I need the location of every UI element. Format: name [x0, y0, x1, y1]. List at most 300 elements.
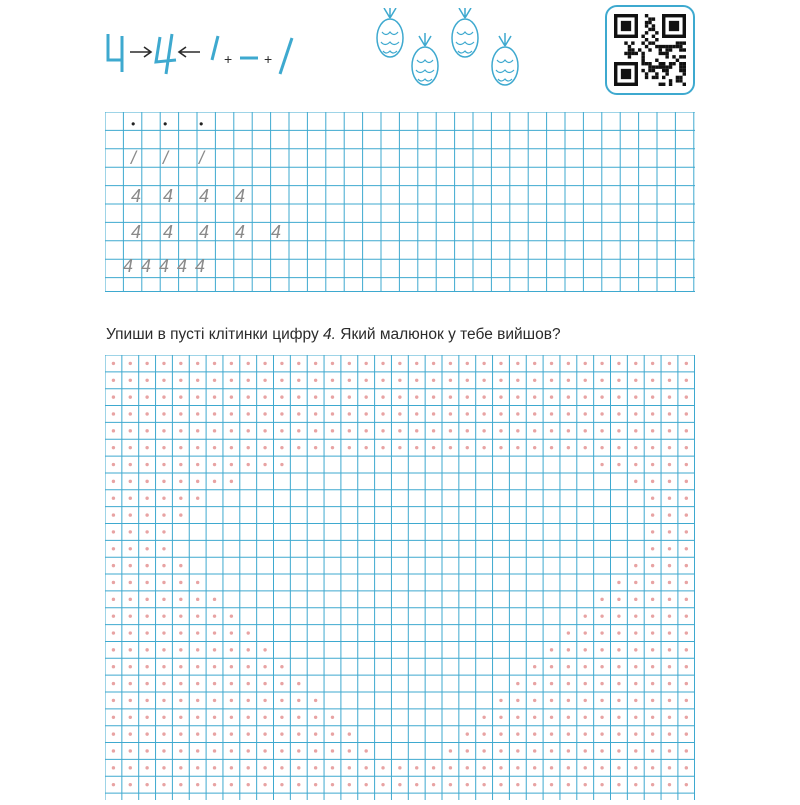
grid-dot — [129, 379, 132, 382]
grid-dot — [584, 699, 587, 702]
grid-dot — [567, 412, 570, 415]
qr-code-icon — [605, 5, 695, 95]
grid-dot — [584, 614, 587, 617]
grid-dot — [668, 598, 671, 601]
grid-dot — [600, 699, 603, 702]
grid-dot — [196, 446, 199, 449]
grid-dot — [129, 412, 132, 415]
grid-dot — [314, 749, 317, 752]
grid-dot — [651, 480, 654, 483]
grid-dot — [668, 581, 671, 584]
grid-dot — [213, 648, 216, 651]
grid-dot — [179, 783, 182, 786]
grid-dot — [112, 379, 115, 382]
grid-dot — [129, 766, 132, 769]
grid-dot — [415, 379, 418, 382]
grid-dot — [533, 716, 536, 719]
grid-dot — [112, 395, 115, 398]
practice-glyph: • — [131, 117, 136, 131]
grid-dot — [466, 749, 469, 752]
grid-dot — [600, 682, 603, 685]
grid-dot — [634, 379, 637, 382]
grid-dot — [685, 783, 688, 786]
grid-dot — [584, 783, 587, 786]
puzzle-grid[interactable] — [105, 355, 695, 800]
grid-dot — [651, 631, 654, 634]
grid-dot — [230, 665, 233, 668]
grid-dot — [466, 362, 469, 365]
grid-dot — [280, 749, 283, 752]
plus-sign-2: + — [264, 51, 273, 67]
pineapple-icon — [452, 8, 478, 57]
grid-dot — [162, 463, 165, 466]
grid-dot — [145, 716, 148, 719]
grid-dot — [499, 732, 502, 735]
grid-dot — [230, 395, 233, 398]
grid-dot — [129, 581, 132, 584]
grid-dot — [600, 598, 603, 601]
grid-dot — [584, 716, 587, 719]
grid-dot — [331, 766, 334, 769]
grid-dot — [145, 497, 148, 500]
grid-dot — [567, 716, 570, 719]
grid-dot — [617, 412, 620, 415]
grid-dot — [112, 631, 115, 634]
grid-dot — [179, 429, 182, 432]
grid-dot — [129, 614, 132, 617]
arrow-left-icon — [179, 47, 200, 57]
grid-dot — [112, 732, 115, 735]
grid-dot — [600, 412, 603, 415]
grid-dot — [617, 429, 620, 432]
grid-dot — [364, 395, 367, 398]
grid-dot — [600, 631, 603, 634]
grid-dot — [196, 749, 199, 752]
grid-dot — [634, 446, 637, 449]
grid-dot — [651, 429, 654, 432]
grid-dot — [348, 412, 351, 415]
grid-dot — [196, 614, 199, 617]
grid-dot — [600, 614, 603, 617]
grid-dot — [634, 665, 637, 668]
grid-dot — [162, 614, 165, 617]
grid-dot — [668, 665, 671, 668]
grid-dot — [230, 732, 233, 735]
grid-dot — [567, 362, 570, 365]
grid-dot — [584, 412, 587, 415]
grid-dot — [499, 446, 502, 449]
grid-dot — [247, 732, 250, 735]
grid-dot — [179, 395, 182, 398]
grid-dot — [348, 783, 351, 786]
grid-dot — [533, 412, 536, 415]
grid-dot — [668, 480, 671, 483]
grid-dot — [129, 547, 132, 550]
grid-dot — [651, 732, 654, 735]
grid-dot — [482, 716, 485, 719]
grid-dot — [516, 749, 519, 752]
grid-dot — [651, 530, 654, 533]
grid-dot — [280, 429, 283, 432]
grid-dot — [567, 395, 570, 398]
grid-dot — [499, 362, 502, 365]
grid-dot — [280, 716, 283, 719]
grid-dot — [482, 429, 485, 432]
grid-dot — [651, 648, 654, 651]
grid-dot — [314, 412, 317, 415]
grid-dot — [112, 581, 115, 584]
grid-dot — [668, 749, 671, 752]
grid-dot — [297, 749, 300, 752]
practice-glyph: 4 — [131, 186, 142, 206]
grid-dot — [230, 480, 233, 483]
practice-glyph: 4 — [177, 256, 188, 276]
grid-dot — [381, 429, 384, 432]
grid-dot — [213, 480, 216, 483]
grid-dot — [280, 362, 283, 365]
grid-dot — [162, 446, 165, 449]
grid-dot — [415, 429, 418, 432]
grid-dot — [230, 783, 233, 786]
grid-dot — [179, 581, 182, 584]
grid-dot — [533, 429, 536, 432]
grid-dot — [213, 412, 216, 415]
grid-dot — [348, 395, 351, 398]
grid-dot — [263, 446, 266, 449]
grid-dot — [466, 412, 469, 415]
grid-dot — [449, 783, 452, 786]
grid-dot — [617, 395, 620, 398]
grid-dot — [432, 362, 435, 365]
grid-dot — [584, 379, 587, 382]
grid-dot — [685, 631, 688, 634]
grid-dot — [263, 749, 266, 752]
grid-dot — [466, 732, 469, 735]
grid-dot — [516, 429, 519, 432]
grid-dot — [314, 429, 317, 432]
grid-dot — [617, 699, 620, 702]
grid-dot — [415, 783, 418, 786]
grid-dot — [381, 446, 384, 449]
practice-glyph: 4 — [123, 256, 134, 276]
grid-dot — [567, 732, 570, 735]
grid-dot — [145, 732, 148, 735]
grid-dot — [230, 429, 233, 432]
grid-dot — [331, 732, 334, 735]
grid-dot — [482, 749, 485, 752]
arrow-right-icon — [130, 47, 151, 57]
grid-dot — [162, 682, 165, 685]
grid-dot — [398, 395, 401, 398]
grid-dot — [617, 463, 620, 466]
grid-dot — [247, 463, 250, 466]
grid-dot — [297, 732, 300, 735]
grid-dot — [348, 732, 351, 735]
grid-dot — [634, 682, 637, 685]
grid-dot — [651, 362, 654, 365]
grid-dot — [314, 766, 317, 769]
grid-dot — [651, 716, 654, 719]
grid-dot — [112, 429, 115, 432]
grid-dot — [364, 362, 367, 365]
grid-dot — [668, 395, 671, 398]
grid-dot — [634, 631, 637, 634]
grid-dot — [314, 379, 317, 382]
grid-dot — [685, 699, 688, 702]
grid-dot — [533, 446, 536, 449]
grid-dot — [432, 446, 435, 449]
grid-dot — [263, 395, 266, 398]
grid-dot — [230, 682, 233, 685]
grid-dot — [297, 429, 300, 432]
grid-dot — [364, 379, 367, 382]
grid-dot — [213, 682, 216, 685]
grid-dot — [466, 766, 469, 769]
grid-dot — [381, 412, 384, 415]
grid-dot — [179, 379, 182, 382]
grid-dot — [247, 429, 250, 432]
grid-dot — [685, 412, 688, 415]
pineapple-icon — [412, 33, 438, 85]
grid-dot — [230, 766, 233, 769]
grid-dot — [162, 395, 165, 398]
grid-dot — [651, 682, 654, 685]
grid-dot — [213, 429, 216, 432]
grid-dot — [280, 446, 283, 449]
grid-dot — [634, 564, 637, 567]
grid-dot — [634, 463, 637, 466]
grid-dot — [145, 581, 148, 584]
instruction-text-before: Упиши в пусті клітинки цифру — [106, 326, 324, 343]
grid-dot — [651, 598, 654, 601]
grid-dot — [533, 682, 536, 685]
grid-dot — [162, 513, 165, 516]
grid-dot — [550, 732, 553, 735]
grid-dot — [179, 648, 182, 651]
grid-dot — [567, 783, 570, 786]
grid-dot — [145, 783, 148, 786]
grid-dot — [499, 429, 502, 432]
practice-glyph: 4 — [199, 222, 210, 242]
grid-dot — [145, 749, 148, 752]
grid-dot — [230, 699, 233, 702]
grid-dot — [280, 766, 283, 769]
grid-dot — [145, 598, 148, 601]
grid-dot — [634, 766, 637, 769]
grid-dot — [584, 682, 587, 685]
grid-dot — [482, 412, 485, 415]
practice-glyph: / — [131, 148, 137, 168]
grid-dot — [550, 682, 553, 685]
grid-dot — [314, 446, 317, 449]
grid-dot — [685, 598, 688, 601]
grid-dot — [314, 362, 317, 365]
grid-dot — [634, 480, 637, 483]
grid-dot — [129, 463, 132, 466]
grid-dot — [196, 379, 199, 382]
grid-dot — [668, 783, 671, 786]
grid-dot — [179, 699, 182, 702]
grid-dot — [179, 362, 182, 365]
grid-dot — [668, 631, 671, 634]
grid-dot — [381, 362, 384, 365]
grid-dot — [162, 412, 165, 415]
grid-dot — [196, 766, 199, 769]
grid-dot — [247, 631, 250, 634]
grid-dot — [499, 766, 502, 769]
practice-glyph: / — [199, 148, 205, 168]
grid-dot — [112, 716, 115, 719]
grid-dot — [314, 732, 317, 735]
grid-dot — [449, 749, 452, 752]
grid-dot — [331, 362, 334, 365]
grid-dot — [364, 412, 367, 415]
grid-dot — [263, 429, 266, 432]
grid-dot — [280, 732, 283, 735]
grid-dot — [685, 429, 688, 432]
grid-dot — [213, 749, 216, 752]
grid-dot — [600, 749, 603, 752]
grid-dot — [112, 497, 115, 500]
grid-dot — [381, 395, 384, 398]
grid-dot — [466, 429, 469, 432]
grid-dot — [196, 480, 199, 483]
grid-dot — [668, 429, 671, 432]
grid-dot — [129, 682, 132, 685]
grid-dot — [550, 412, 553, 415]
grid-dot — [129, 749, 132, 752]
grid-dot — [162, 547, 165, 550]
grid-dot — [213, 362, 216, 365]
grid-dot — [145, 682, 148, 685]
grid-dot — [432, 766, 435, 769]
practice-glyph: 4 — [195, 256, 206, 276]
task-instruction — [106, 326, 561, 344]
grid-dot — [685, 497, 688, 500]
grid-dot — [179, 446, 182, 449]
grid-dot — [550, 429, 553, 432]
grid-dot — [280, 783, 283, 786]
grid-dot — [584, 665, 587, 668]
grid-dot — [685, 581, 688, 584]
grid-dot — [247, 446, 250, 449]
grid-dot — [381, 766, 384, 769]
grid-dot — [600, 446, 603, 449]
grid-dot — [432, 429, 435, 432]
grid-dot — [247, 648, 250, 651]
grid-dot — [600, 783, 603, 786]
grid-dot — [129, 783, 132, 786]
grid-dot — [398, 362, 401, 365]
grid-dot — [364, 429, 367, 432]
grid-dot — [112, 598, 115, 601]
grid-dot — [634, 412, 637, 415]
grid-dot — [331, 429, 334, 432]
grid-dot — [263, 665, 266, 668]
pineapple-icon — [377, 8, 403, 57]
grid-dot — [685, 648, 688, 651]
grid-dot — [634, 783, 637, 786]
grid-dot — [196, 665, 199, 668]
grid-dot — [364, 783, 367, 786]
grid-dot — [162, 564, 165, 567]
grid-dot — [600, 732, 603, 735]
grid-dot — [247, 766, 250, 769]
practice-glyph: / — [163, 148, 169, 168]
grid-dot — [634, 598, 637, 601]
grid-dot — [415, 412, 418, 415]
grid-dot — [600, 379, 603, 382]
grid-dot — [145, 564, 148, 567]
grid-dot — [617, 766, 620, 769]
grid-dot — [499, 395, 502, 398]
grid-dot — [516, 446, 519, 449]
grid-dot — [145, 614, 148, 617]
grid-dot — [449, 429, 452, 432]
grid-dot — [668, 766, 671, 769]
grid-dot — [348, 362, 351, 365]
practice-glyph: 4 — [271, 222, 282, 242]
grid-dot — [651, 564, 654, 567]
grid-dot — [196, 581, 199, 584]
grid-dot — [634, 395, 637, 398]
grid-dot — [112, 699, 115, 702]
grid-dot — [129, 446, 132, 449]
grid-dot — [617, 598, 620, 601]
grid-dot — [415, 362, 418, 365]
grid-dot — [499, 716, 502, 719]
practice-glyph: • — [163, 117, 168, 131]
grid-dot — [297, 446, 300, 449]
grid-dot — [415, 766, 418, 769]
grid-dot — [145, 446, 148, 449]
grid-dot — [668, 547, 671, 550]
grid-dot — [651, 665, 654, 668]
grid-dot — [668, 446, 671, 449]
grid-dot — [617, 581, 620, 584]
grid-dot — [247, 395, 250, 398]
grid-dot — [112, 463, 115, 466]
grid-dot — [112, 513, 115, 516]
grid-dot — [247, 749, 250, 752]
grid-dot — [112, 446, 115, 449]
grid-dot — [533, 665, 536, 668]
grid-dot — [213, 379, 216, 382]
pineapples-illustration — [360, 8, 530, 108]
grid-dot — [567, 446, 570, 449]
grid-dot — [533, 766, 536, 769]
grid-dot — [466, 395, 469, 398]
grid-dot — [668, 530, 671, 533]
grid-dot — [196, 395, 199, 398]
grid-dot — [230, 463, 233, 466]
grid-dot — [617, 631, 620, 634]
grid-dot — [129, 395, 132, 398]
grid-dot — [533, 783, 536, 786]
grid-dot — [331, 395, 334, 398]
grid-dot — [634, 716, 637, 719]
grid-dot — [179, 749, 182, 752]
grid-dot — [213, 631, 216, 634]
grid-dot — [617, 446, 620, 449]
grid-dot — [129, 429, 132, 432]
grid-dot — [516, 766, 519, 769]
grid-dot — [685, 749, 688, 752]
grid-dot — [550, 446, 553, 449]
grid-dot — [145, 766, 148, 769]
grid-dot — [297, 766, 300, 769]
grid-dot — [112, 783, 115, 786]
